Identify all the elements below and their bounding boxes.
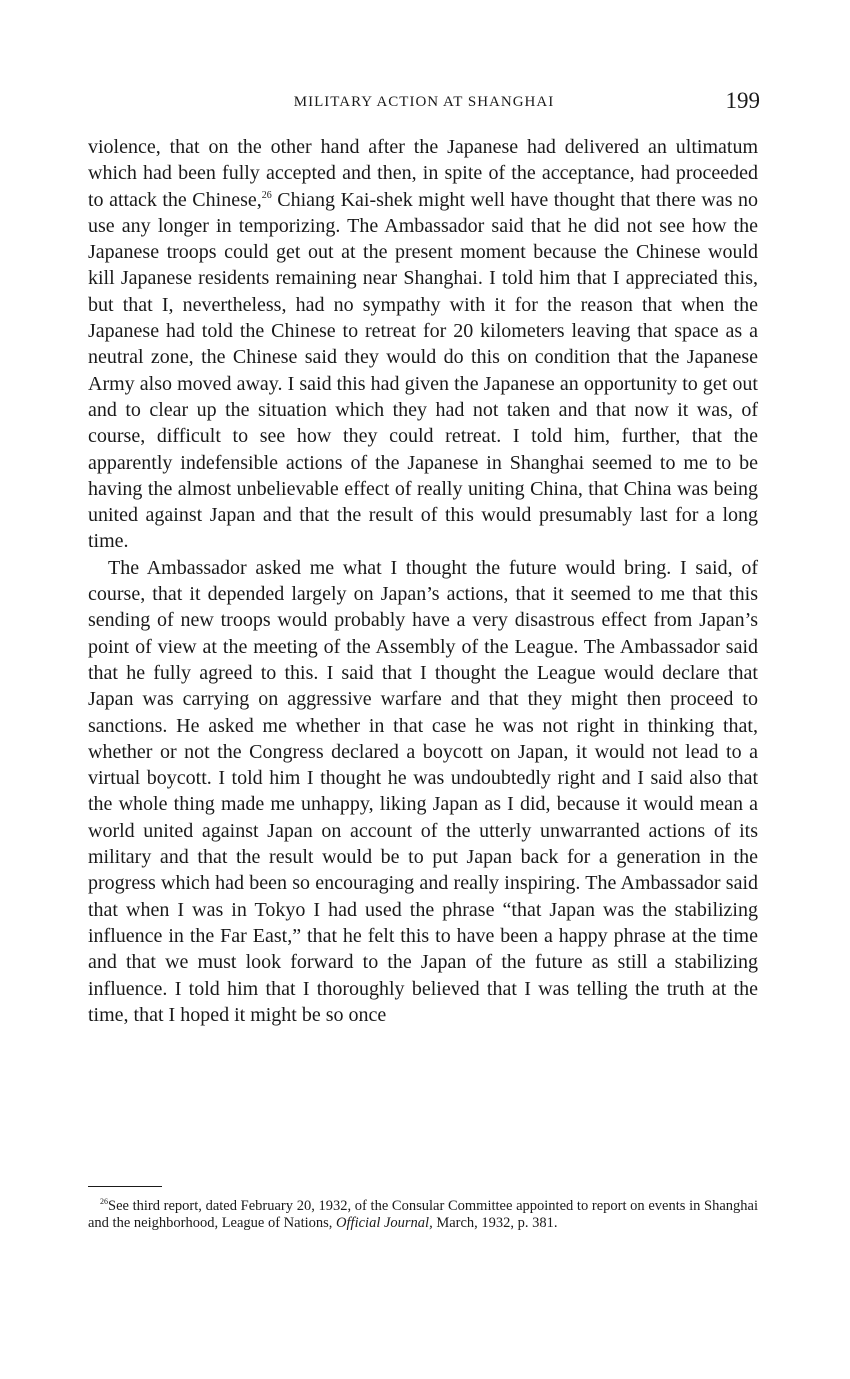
footnote <box>88 1198 758 1231</box>
paragraph-1-text-a: violence, that on the other hand after the Japanese had delivered an ultimatum which had been fully accepted and then, in spite of the acceptance, had proceeded to attack the Chinese, <box>88 136 758 211</box>
paragraph-1-text-b: Chiang Kai-shek might well have thought that there was no use any longer in temporizing. The Ambassador said that he did not see how the Japanese troops could get out at the present moment because the Chinese would kill Japanese residents remaining near Shanghai. I told him that I appreciated this, but that I, nevertheless, had no sympathy with it for the reason that when the Japanese had told the Chinese to retreat for 20 kilometers leaving that space as a neutral zone, the Chinese said they would do this on condition that the Japanese Army also moved away. I said this had given the Japanese an opportunity to get out and to clear up the situation which they had not taken and that now it was, of course, difficult to see how they could retreat. I told him, further, that the apparently indefensible actions of the Japanese in Shanghai seemed to me to be having the almost unbelievable effect of really uniting China, that China was being united against Japan and that the result of this would presumably last for a long time. <box>88 188 758 553</box>
paragraph-2: The Ambassador asked me what I thought the future would bring. I said, of course, that it depended largely on Japan’s actions, that it seemed to me that this sending of new troops would probably have a very disastrous effect from Japan’s point of view at the meeting of the Assembly of the League. The Ambassador said that he fully agreed to this. I said that I thought the League would declare that Japan was carrying on aggressive warfare and that they might then proceed to sanctions. He asked me whether in that case he was not right in thinking that, whether or not the Congress declared a boycott on Japan, it would not lead to a virtual boycott. I told him I thought he was undoubtedly right and I said also that the whole thing made me unhappy, liking Japan as I did, because it would mean a world united against Japan on account of the utterly unwarranted actions of its military and that the result would be to put Japan back for a generation in the progress which had been so encouraging and really inspiring. The Ambassador said that when I was in Tokyo I had used the phrase “that Japan was the stabilizing influence in the Far East,” that he felt this to have been a happy phrase at the time and that we must look forward to the Japan of the future as still a stabilizing influence. I told him that I thoroughly believed that I was telling the truth at the time, that I hoped it might be so once <box>88 556 758 1026</box>
page-number: 199 <box>725 88 760 113</box>
footnote-journal-title: Official Journal, <box>336 1214 433 1231</box>
footnote-text-b: March, 1932, p. 381. <box>432 1214 558 1231</box>
footnote-reference: 26 <box>261 189 272 201</box>
footnote-text-a: See third report, dated February 20, 1932, of the Consular Committee appointed to report on events in Shanghai and the neighborhood, League of Nations, <box>88 1198 758 1231</box>
footnote-marker: 26 <box>100 1197 108 1206</box>
running-header <box>88 88 760 118</box>
paragraph-1 <box>88 134 758 555</box>
footnote-divider <box>88 1186 162 1187</box>
running-title: MILITARY ACTION AT SHANGHAI <box>293 94 555 110</box>
body-text <box>88 134 758 1028</box>
